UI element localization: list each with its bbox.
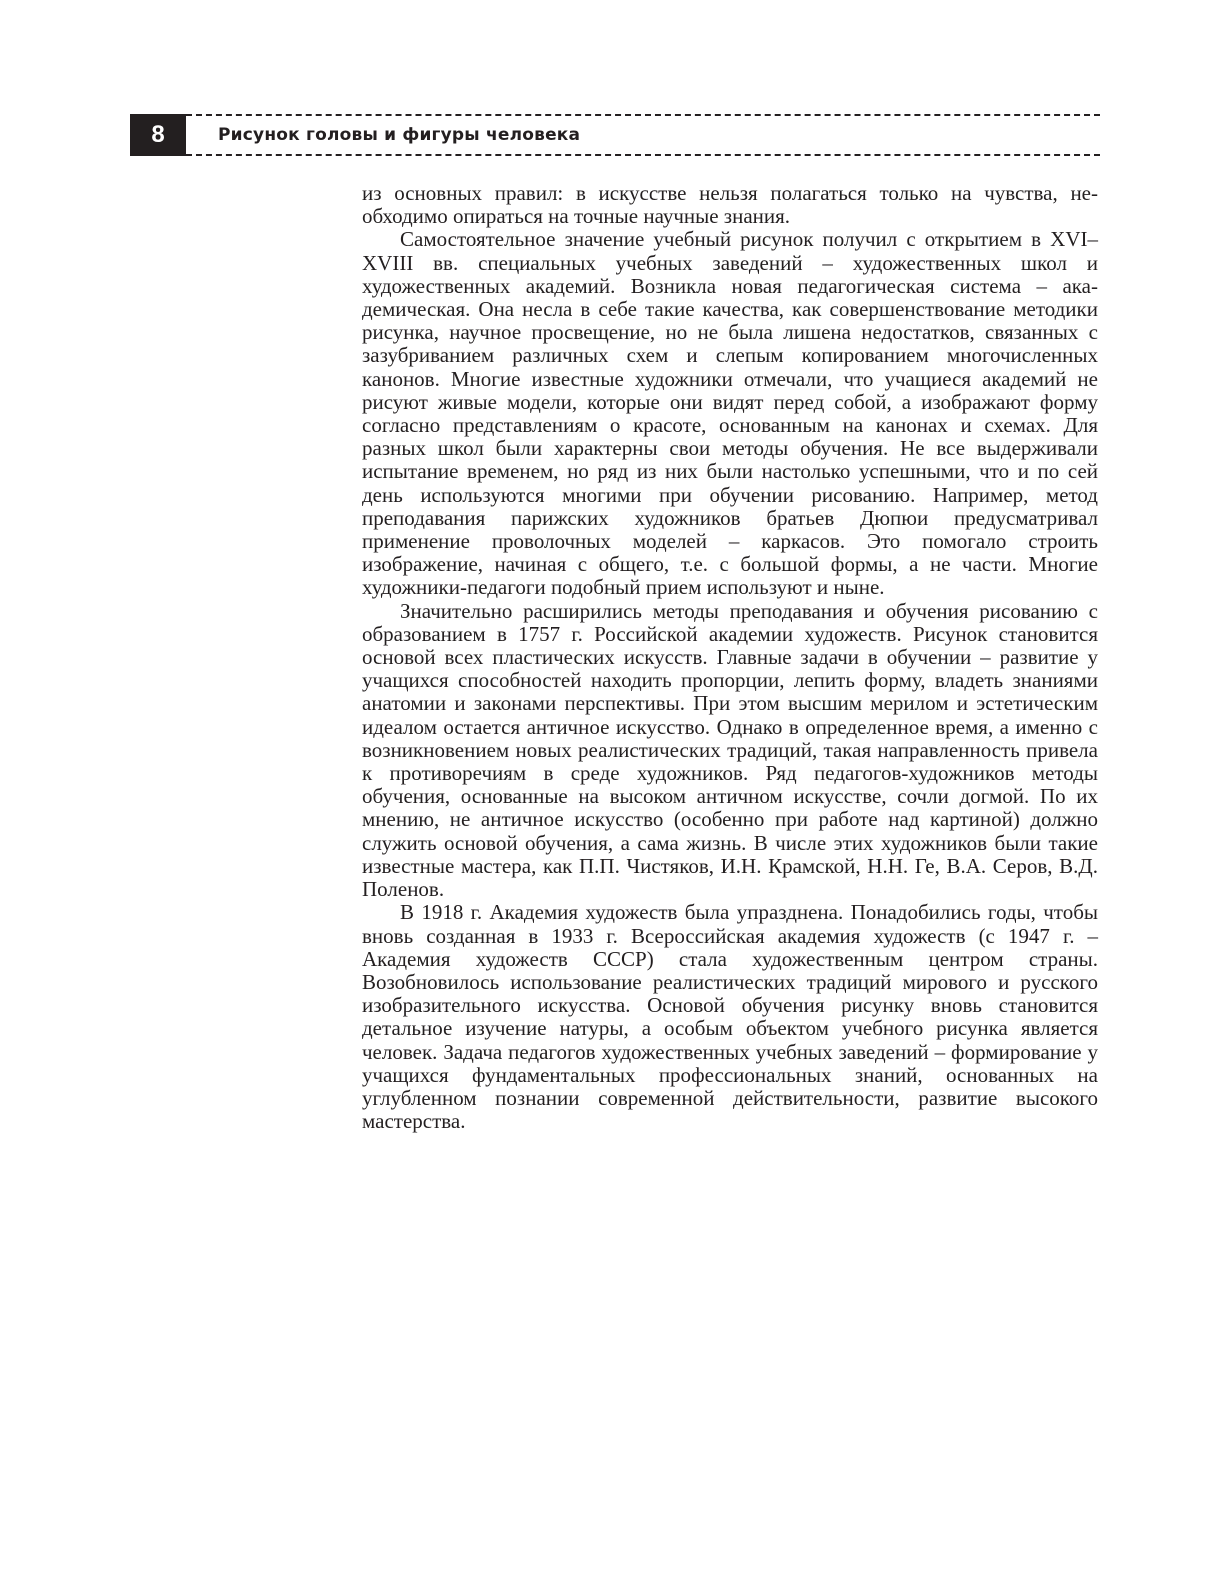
paragraph-continued: из основных правил: в искусстве нельзя полагаться только на чувства, необходимо опираться на точные научные знания. [362,181,1098,229]
paragraph: Самостоятельное значение учебный рисунок получил с открытием в XVI–XVIII вв. специальных учебных заведений – художественных школ и художественных академий. Возникла новая педагогическая система – академическая. Она несла в себе такие качества, как совершенствование методики рисунка, научное просвещение, но не была лишена недостатков, связанных с зазубриванием различных схем и слепым копированием многочисленных канонов. Многие известные художники отмечали, что учащиеся академий не рисуют живые модели, которые они видят перед собой, а изображают форму согласно представлениям о красоте, основанным на канонах и схемах. Для разных школ были характерны свои методы обучения. Не все выдерживали испытание временем, но ряд из них были настолько успешными, что и по сей день используются многими при обучении рисованию. Например, метод преподавания парижских художников братьев Дюпюи предусматривал применение проволочных моделей – каркасов. Это помогало строить изображение, начиная с общего, т.е. с большой формы, а не части. Многие художники-педагоги подобный прием используют и ныне. [362,227,1098,600]
body-text [362,182,1098,1133]
header-bottom-divider [186,154,1100,156]
paragraph: Значительно расширились методы преподавания и обучения рисованию с образованием в 1757 г. Российской академии художеств. Рисунок становится основой всех пластических искусств. Главные задачи в обучении – развитие у учащихся способностей находить пропорции, лепить форму, владеть знаниями анатомии и законами перспективы. При этом высшим мерилом и эстетическим идеалом остается античное искусство. Однако в определенное время, а именно с возникновением новых реалистических традиций, такая направленность привела к противоречиям в среде художников. Ряд педагогов-художников методы обучения, основанные на высоком античном искусстве, сочли догмой. По их мнению, не античное искусство (особенно при работе над картиной) должно служить основой обучения, а сама жизнь. В числе этих художников были такие известные мастера, как П.П. Чистяков, И.Н. Крамской, Н.Н. Ге, В.А. Серов, В.Д. Поленов. [362,598,1098,902]
page-number: 8 [130,114,186,156]
running-title: Рисунок головы и фигуры человека [218,125,581,145]
paragraph: В 1918 г. Академия художеств была упразднена. Понадобились годы, чтобы вновь созданная в 1933 г. Всероссийская академия художеств (с 1947 г. – Академия художеств СССР) стала художественным центром страны. Возобновилось использование реалистических традиций мирового и русского изобразительного искусства. Основой обучения рисунку вновь становится детальное изучение натуры, а особым объектом учебного рисунка является человек. Задача педагогов художественных учебных заведений – формирование у учащихся фундаментальных профессиональных знаний, основанных на углубленном познании современной действительности, развитие высокого мастерства. [362,900,1098,1134]
running-header [130,114,1100,156]
